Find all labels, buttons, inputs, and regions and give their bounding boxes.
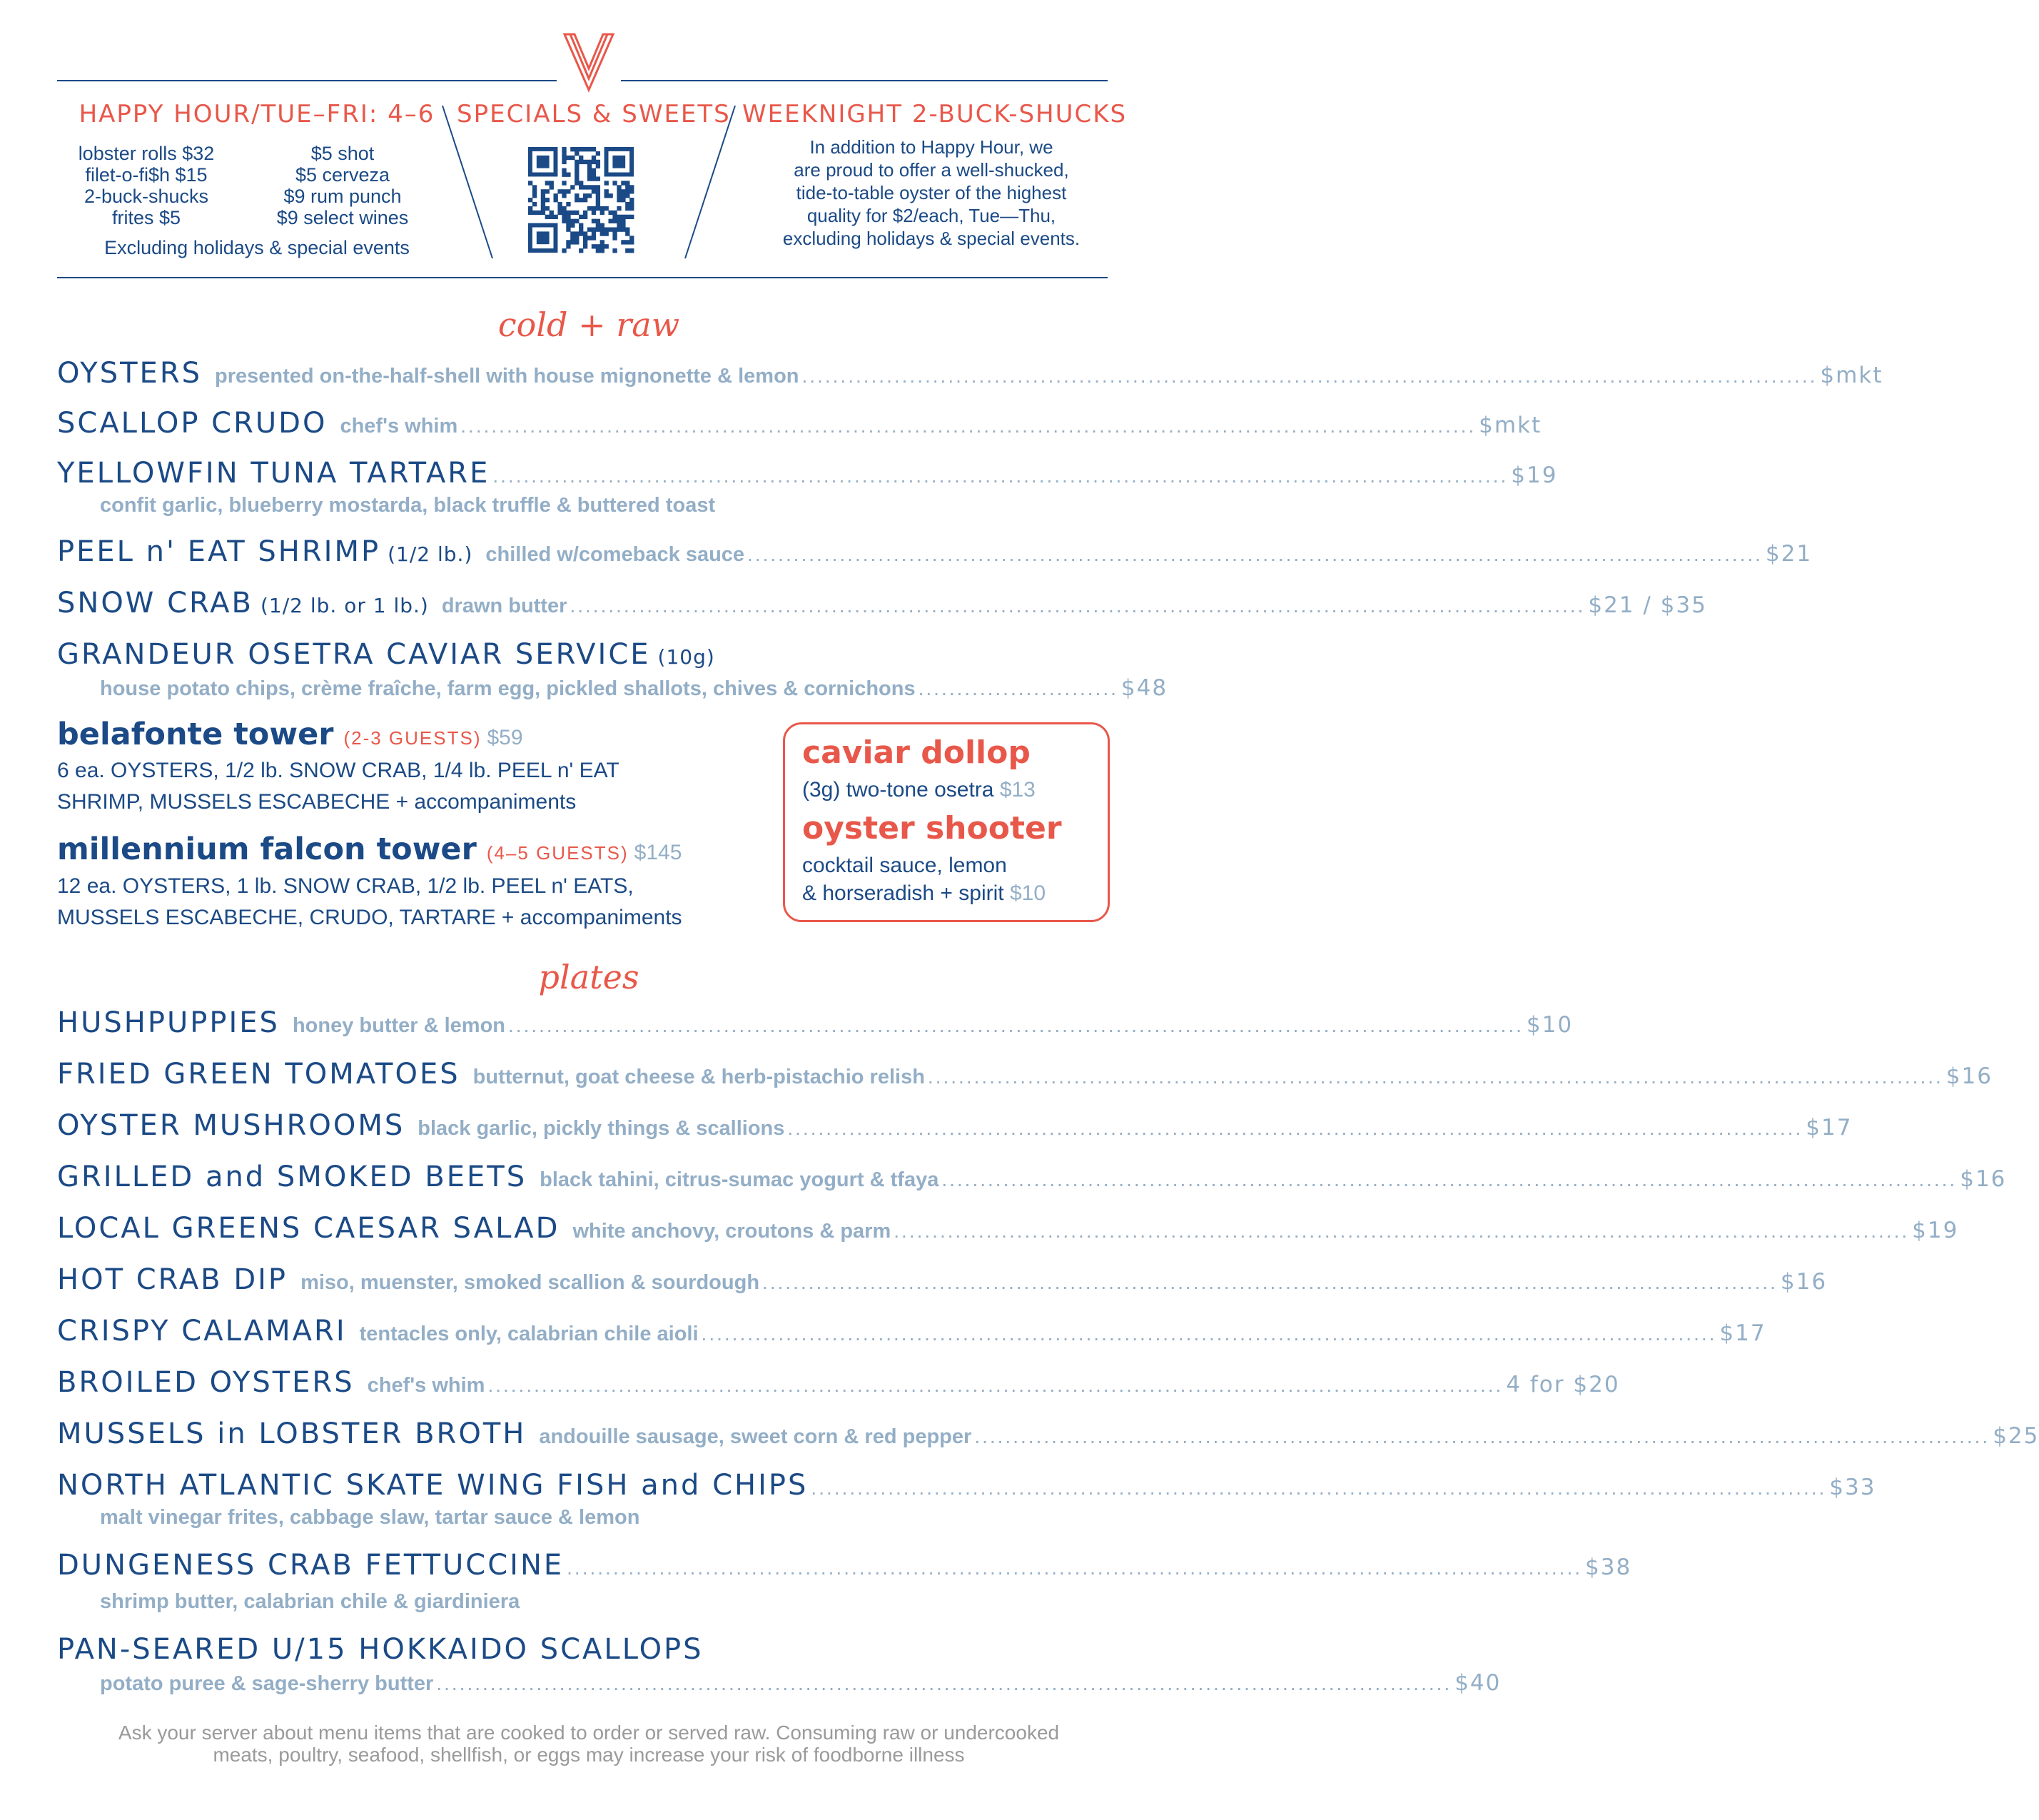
happy-hour-title: HAPPY HOUR/TUE–FRI: 4–6 [79,100,435,128]
tower-guests: (2-3 GUESTS) [343,727,482,749]
item-desc: honey butter & lemon [292,1014,506,1037]
menu-item-subline [100,1506,1110,1530]
menu-item-subline [100,1670,1502,1696]
item-desc: chef's whim [367,1374,485,1397]
item-desc: miso, muenster, smoked scallion & sourdough [300,1271,760,1294]
tower-guests: (4–5 GUESTS) [486,842,629,864]
menu-item-plate [57,1109,1853,1142]
addon-desc-line: (3g) two-tone osetra [802,778,994,802]
happy-hour-item: $9 rum punch [283,186,402,207]
menu-item-plate [57,1315,1766,1348]
leader-dots: .................................................................................................................................... [787,1117,1803,1139]
leader-dots: .................................................................................................................................... [894,1220,1910,1242]
addon-desc-line: & horseradish + spirit [802,881,1004,905]
happy-hour-note: Excluding holidays & special events [104,237,410,258]
item-name: PEEL n' EAT SHRIMP [57,535,381,568]
leader-dots: .................................................................................................................................... [747,543,1763,565]
menu-item-scallop-crudo [57,407,1542,440]
tower-desc-line: 12 ea. OYSTERS, 1 lb. SNOW CRAB, 1/2 lb. PEEL n' EATS, [57,874,634,898]
item-name: DUNGENESS CRAB FETTUCCINE [57,1549,565,1582]
shucks-line: excluding holidays & special events. [782,228,1081,249]
item-name: LOCAL GREENS CAESAR SALAD [57,1212,560,1245]
tower-price: $59 [487,726,523,749]
tower-desc-line: MUSSELS ESCABECHE, CRUDO, TARTARE + accompaniments [57,906,682,929]
section-title-cold-raw: cold + raw [497,305,680,344]
item-price: $25 [1993,1423,2039,1449]
item-desc: black garlic, pickly things & scallions [418,1117,785,1140]
item-desc: white anchovy, croutons & parm [572,1220,891,1243]
addon-name: oyster shooter [802,810,1062,846]
item-name: FRIED GREEN TOMATOES [57,1058,460,1091]
addon-desc [802,851,1046,907]
item-name: OYSTER MUSHROOMS [57,1109,405,1142]
leader-dots: .................................................................................................................................... [567,1557,1583,1579]
happy-hour-item: frites $5 [111,207,181,228]
happy-hour-item: 2-buck-shucks [84,186,209,207]
leader-dots: .................................................................................................................................... [460,415,1477,437]
happy-hour-item: lobster rolls $32 [78,143,215,164]
menu-item-plate [57,1212,1959,1245]
item-price: $mkt [1820,363,1883,388]
leader-dots: .................................................................................................................................... [762,1271,1778,1293]
addons-callout [783,722,1110,922]
item-name: YELLOWFIN TUNA TARTARE [57,457,490,490]
item-price: $33 [1829,1475,1876,1500]
menu-item-plate [57,1263,1828,1296]
item-desc: black tahini, citrus-sumac yogurt & tfaya [540,1168,939,1191]
item-name: SNOW CRAB [57,587,253,620]
tower-name: millennium falcon tower [57,831,477,867]
leader-dots: .................................................................................................................................... [701,1323,1717,1345]
leader-dots: .......................... [918,677,1118,699]
happy-hour-block [57,100,457,128]
item-price: $17 [1806,1115,1853,1141]
item-price: $10 [1526,1012,1574,1038]
shucks-title: WEEKNIGHT 2-BUCK-SHUCKS [742,100,1128,128]
item-name: CRISPY CALAMARI [57,1315,347,1348]
item-price: $16 [1960,1166,2007,1192]
disclaimer [0,1722,1178,1766]
tower-millennium-falcon [57,831,682,867]
happy-hour-item: $5 shot [310,143,375,164]
menu-item-oysters [57,357,1883,390]
menu-item-plate [57,1366,1620,1399]
addon-desc [802,776,1036,804]
happy-hour-left-list [64,143,228,228]
leader-dots: .................................................................................................................................... [570,595,1586,617]
item-qty: (1/2 lb. or 1 lb.) [260,594,429,617]
item-name: PAN-SEARED U/15 HOKKAIDO SCALLOPS [57,1633,704,1666]
item-name: GRANDEUR OSETRA CAVIAR SERVICE [57,638,651,671]
disclaimer-line: Ask your server about menu items that are cooked to order or served raw. Consuming raw or undercooked [118,1722,1060,1744]
menu-item-plate [57,1633,1110,1666]
item-price: $48 [1120,675,1168,701]
menu-item-plate [57,1549,1632,1582]
leader-dots: .................................................................................................................................... [487,1374,1504,1396]
specials-block [457,100,731,128]
item-name: SCALLOP CRUDO [57,407,328,440]
qr-code-icon[interactable] [528,147,634,253]
menu-item-plate [57,1469,1876,1502]
item-name: OYSTERS [57,357,203,390]
item-price: $38 [1585,1554,1632,1580]
item-desc: shrimp butter, calabrian chile & giardiniera [100,1590,520,1613]
item-name: HOT CRAB DIP [57,1263,288,1296]
shucks-body [742,136,1120,250]
tower-desc-line: SHRIMP, MUSSELS ESCABECHE + accompaniments [57,790,577,814]
leader-dots: .................................................................................................................................... [801,365,1818,387]
happy-hour-right-list [257,143,428,228]
happy-hour-item: filet-o-fi$h $15 [85,164,208,186]
addon-price: $13 [999,778,1036,802]
item-name: NORTH ATLANTIC SKATE WING FISH and CHIPS [57,1469,809,1502]
section-title-plates: plates [538,958,639,996]
item-name: HUSHPUPPIES [57,1006,280,1039]
addon-name: caviar dollop [802,734,1031,771]
happy-hour-item: $5 cerveza [295,164,390,186]
leader-dots: .................................................................................................................................... [508,1014,1524,1036]
menu-item-caviar-service [57,638,1110,671]
leader-dots: .................................................................................................................................... [811,1477,1827,1499]
menu-item-tuna-tartare [57,457,1558,490]
item-desc: chef's whim [340,415,458,438]
menu-item-subline [100,494,1110,517]
item-desc: presented on-the-half-shell with house mignonette & lemon [215,365,799,388]
tower-desc [57,755,619,818]
leader-dots: .................................................................................................................................... [927,1066,1943,1088]
tower-desc [57,871,682,934]
menu-item-plate [57,1161,2007,1193]
leader-dots: .................................................................................................................................... [436,1672,1452,1694]
item-price: $19 [1511,462,1558,488]
item-name: BROILED OYSTERS [57,1366,355,1399]
item-desc: andouille sausage, sweet corn & red pepper [539,1425,972,1448]
item-price: 4 for $20 [1506,1372,1620,1397]
item-desc: malt vinegar frites, cabbage slaw, tartar sauce & lemon [100,1506,640,1529]
addon-price: $10 [1009,881,1046,905]
item-price: $16 [1780,1269,1828,1295]
leader-dots: .................................................................................................................................... [941,1168,1958,1190]
addon-desc-line: cocktail sauce, lemon [802,854,1007,877]
shucks-line: are proud to offer a well-shucked, [794,159,1069,181]
tower-price: $145 [634,841,682,864]
item-price: $16 [1946,1063,1993,1089]
item-price: $21 [1765,541,1813,567]
item-name: MUSSELS in LOBSTER BROTH [57,1417,527,1450]
tower-belafonte [57,717,523,752]
item-desc: potato puree & sage-sherry butter [100,1672,434,1695]
menu-item-plate [57,1417,2039,1450]
shucks-block [742,100,1128,250]
item-price: $19 [1912,1218,1959,1243]
item-desc: house potato chips, crème fraîche, farm egg, pickled shallots, chives & cornichons [100,677,916,700]
tower-desc-line: 6 ea. OYSTERS, 1/2 lb. SNOW CRAB, 1/4 lb. PEEL n' EAT [57,759,619,782]
item-price: $21 / $35 [1588,592,1707,618]
specials-title: SPECIALS & SWEETS [457,100,731,128]
menu-item-plate [57,1006,1574,1039]
item-desc: confit garlic, blueberry mostarda, black truffle & buttered toast [100,494,716,517]
item-price: $mkt [1479,413,1542,438]
leader-dots: .................................................................................................................................... [974,1425,1990,1447]
shucks-line: In addition to Happy Hour, we [809,136,1053,158]
menu-item-subline [100,675,1168,701]
tower-name: belafonte tower [57,717,334,752]
item-desc: butternut, goat cheese & herb-pistachio relish [472,1066,925,1088]
shucks-line: quality for $2/each, Tue—Thu, [806,205,1056,226]
leader-dots: .................................................................................................................................... [492,465,1509,487]
happy-hour-item: $9 select wines [276,207,409,228]
item-desc: chilled w/comeback sauce [485,543,745,566]
item-price: $17 [1719,1320,1766,1346]
item-price: $40 [1454,1670,1502,1696]
menu-item-subline [100,1590,1110,1614]
disclaimer-line: meats, poultry, seafood, shellfish, or eggs may increase your risk of foodborne illness [213,1744,965,1766]
item-qty: (10g) [657,645,715,669]
item-desc: tentacles only, calabrian chile aioli [359,1323,699,1345]
item-desc: drawn butter [441,595,567,617]
menu-item-plate [57,1058,1993,1091]
menu-item-peel-eat-shrimp [57,535,1813,568]
menu-item-snow-crab [57,587,1707,620]
item-name: GRILLED and SMOKED BEETS [57,1161,527,1193]
item-qty: (1/2 lb.) [388,542,473,566]
shucks-line: tide-to-table oyster of the highest [796,182,1067,203]
